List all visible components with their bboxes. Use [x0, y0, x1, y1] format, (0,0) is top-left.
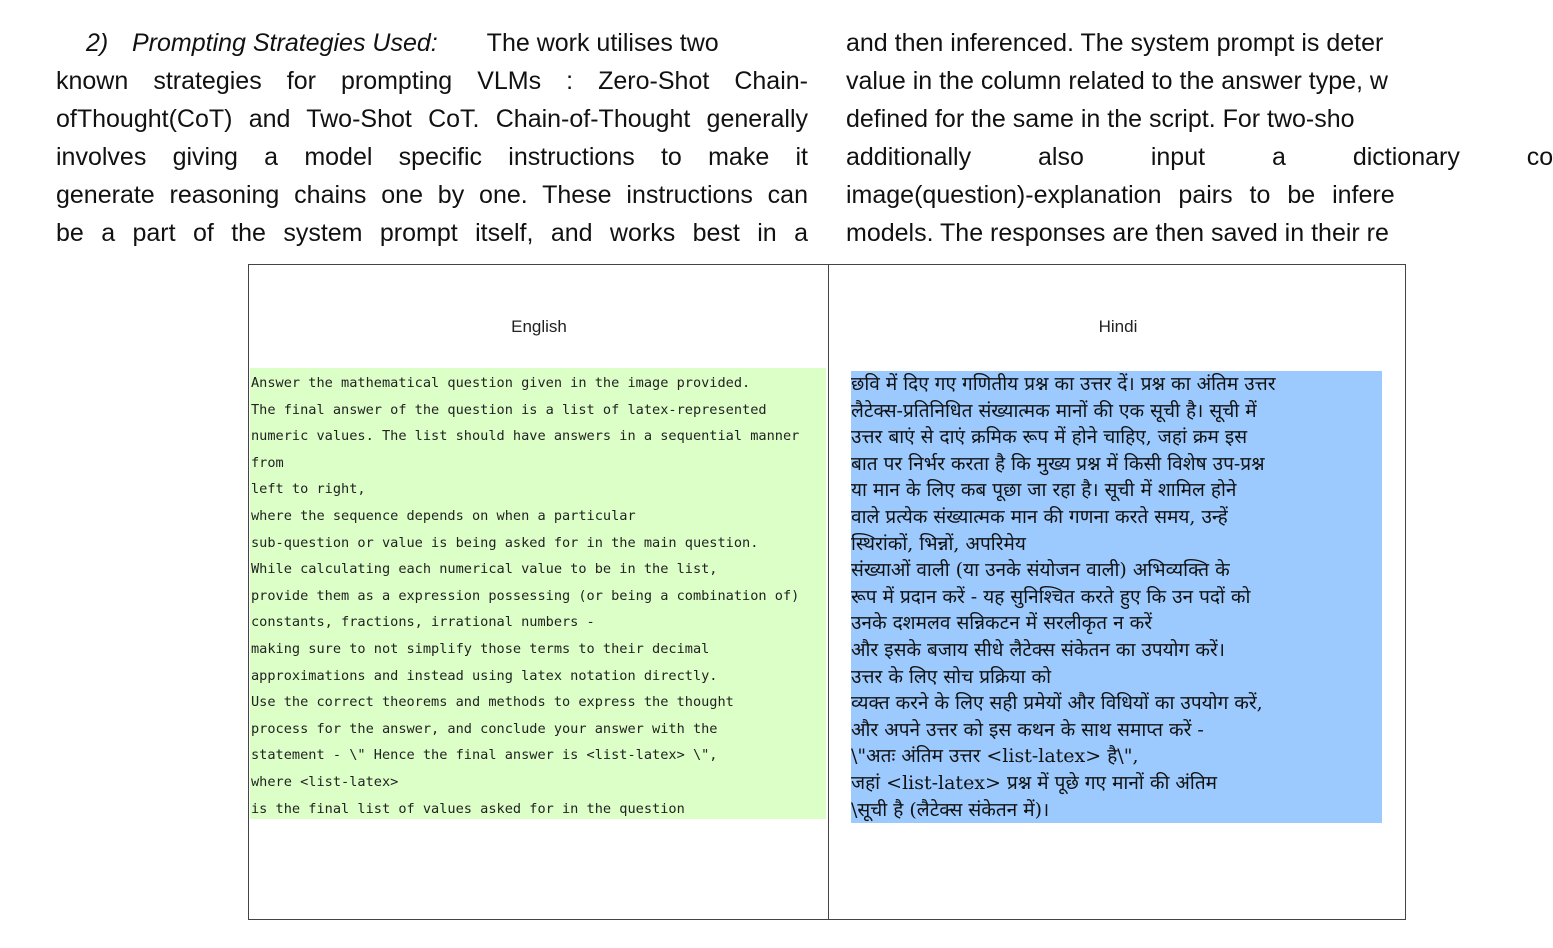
hindi-prompt-line: जहां <list-latex> प्रश्न में पूछे गए मानों की अंतिम — [851, 771, 1218, 794]
english-prompt-box — [250, 368, 826, 819]
english-panel-title: English — [511, 317, 567, 336]
hindi-prompt-line: और इसके बजाय सीधे लैटेक्स संकेतन का उपयोग करें। — [851, 638, 1225, 661]
hindi-prompt-line: उत्तर बाएं से दाएं क्रमिक रूप में होने चाहिए, जहां क्रम इस — [851, 426, 1248, 449]
english-prompt-line: making sure to not simplify those terms to their decimal — [251, 640, 710, 657]
hindi-prompt-line: और अपने उत्तर को इस कथन के साथ समाप्त करें - — [851, 718, 1204, 741]
right-text-column — [846, 24, 1553, 252]
right-line: value in the column related to the answer type, w — [846, 67, 1388, 95]
hindi-prompt-line: उनके दशमलव सन्निकटन में सरलीकृत न करें — [851, 612, 1153, 635]
english-prompt-line: numeric values. The list should have answers in a sequential manner — [251, 428, 800, 445]
left-line: be a part of the system prompt itself, and works best in a — [56, 219, 808, 247]
hindi-prompt-line: या मान के लिए कब पूछा जा रहा है। सूची में शामिल होने — [851, 479, 1237, 502]
right-line: models. The responses are then saved in their re — [846, 219, 1389, 247]
prompt-figure — [248, 264, 1406, 920]
left-line: generate reasoning chains one by one. These instructions can — [56, 181, 808, 209]
english-prompt-line: constants, fractions, irrational numbers - — [251, 614, 595, 631]
english-prompt-line: process for the answer, and conclude your answer with the — [251, 720, 718, 737]
hindi-prompt-line: उत्तर के लिए सोच प्रक्रिया को — [851, 665, 1052, 688]
left-line: involves giving a model specific instructions to make it — [56, 143, 808, 171]
english-prompt-line: Use the correct theorems and methods to express the thought — [251, 694, 734, 711]
english-prompt-line: statement - \" Hence the final answer is <list-latex> \", — [251, 747, 718, 764]
english-prompt-line: where <list-latex> — [251, 773, 399, 790]
hindi-prompt-line: वाले प्रत्येक संख्यात्मक मान की गणना करते समय, उन्हें — [851, 505, 1228, 528]
left-line-1 — [56, 24, 808, 62]
hindi-prompt-line: व्यक्त करने के लिए सही प्रमेयों और विधियों का उपयोग करें, — [851, 692, 1263, 715]
hindi-prompt-line: \"अतः अंतिम उत्तर <list-latex> है\", — [851, 745, 1139, 768]
hindi-prompt-line: लैटेक्स-प्रतिनिधित संख्यात्मक मानों की एक सूची है। सूची में — [851, 399, 1257, 422]
right-line: image(question)-explanation pairs to be infere — [846, 181, 1395, 209]
right-line: and then inferenced. The system prompt is deter — [846, 29, 1384, 57]
hindi-panel-title: Hindi — [1098, 317, 1138, 336]
english-prompt-line: Answer the mathematical question given in the image provided. — [251, 375, 751, 391]
hindi-prompt-box — [851, 371, 1382, 823]
right-line: defined for the same in the script. For two-sho — [846, 105, 1355, 133]
english-prompt-line: While calculating each numerical value to be in the list, — [251, 561, 718, 578]
figure-divider — [828, 265, 829, 919]
left-text-column — [56, 24, 808, 252]
english-prompt-line: approximations and instead using latex notation directly. — [251, 667, 718, 684]
english-prompt-line: from — [251, 454, 284, 471]
section-heading: Prompting Strategies Used: — [132, 29, 438, 57]
hindi-prompt-line: \सूची है (लैटेक्स संकेतन में)। — [851, 798, 1050, 821]
hindi-prompt-line: स्थिरांकों, भिन्नों, अपरिमेय — [851, 532, 1026, 555]
english-prompt-line: The final answer of the question is a list of latex-represented — [251, 401, 767, 418]
hindi-prompt-line: बात पर निर्भर करता है कि मुख्य प्रश्न में किसी विशेष उप-प्रश्न — [851, 452, 1265, 475]
english-prompt-line: sub-question or value is being asked for in the main question. — [251, 534, 759, 551]
english-prompt-line: where the sequence depends on when a particular — [251, 507, 636, 524]
right-line: additionally also input a dictionary co — [846, 143, 1553, 171]
hindi-prompt-line: छवि में दिए गए गणितीय प्रश्न का उत्तर दें। प्रश्न का अंतिम उत्तर — [851, 373, 1276, 395]
hindi-prompt-line: रूप में प्रदान करें - यह सुनिश्चित करते हुए कि उन पदों को — [851, 585, 1251, 608]
left-line: known strategies for prompting VLMs : Zero-Shot Chain- — [56, 67, 808, 95]
section-number: 2) — [86, 29, 109, 57]
left-line-1-rest: The work utilises two — [486, 29, 719, 57]
english-prompt-line: provide them as a expression possessing (or being a combination of) — [251, 587, 800, 604]
english-prompt-line: left to right, — [251, 481, 366, 498]
hindi-prompt-line: संख्याओं वाली (या उनके संयोजन वाली) अभिव्यक्ति के — [851, 559, 1230, 582]
english-prompt-line: is the final list of values asked for in the question — [251, 800, 685, 817]
left-line: ofThought(CoT) and Two-Shot CoT. Chain-of-Thought generally — [56, 105, 808, 133]
